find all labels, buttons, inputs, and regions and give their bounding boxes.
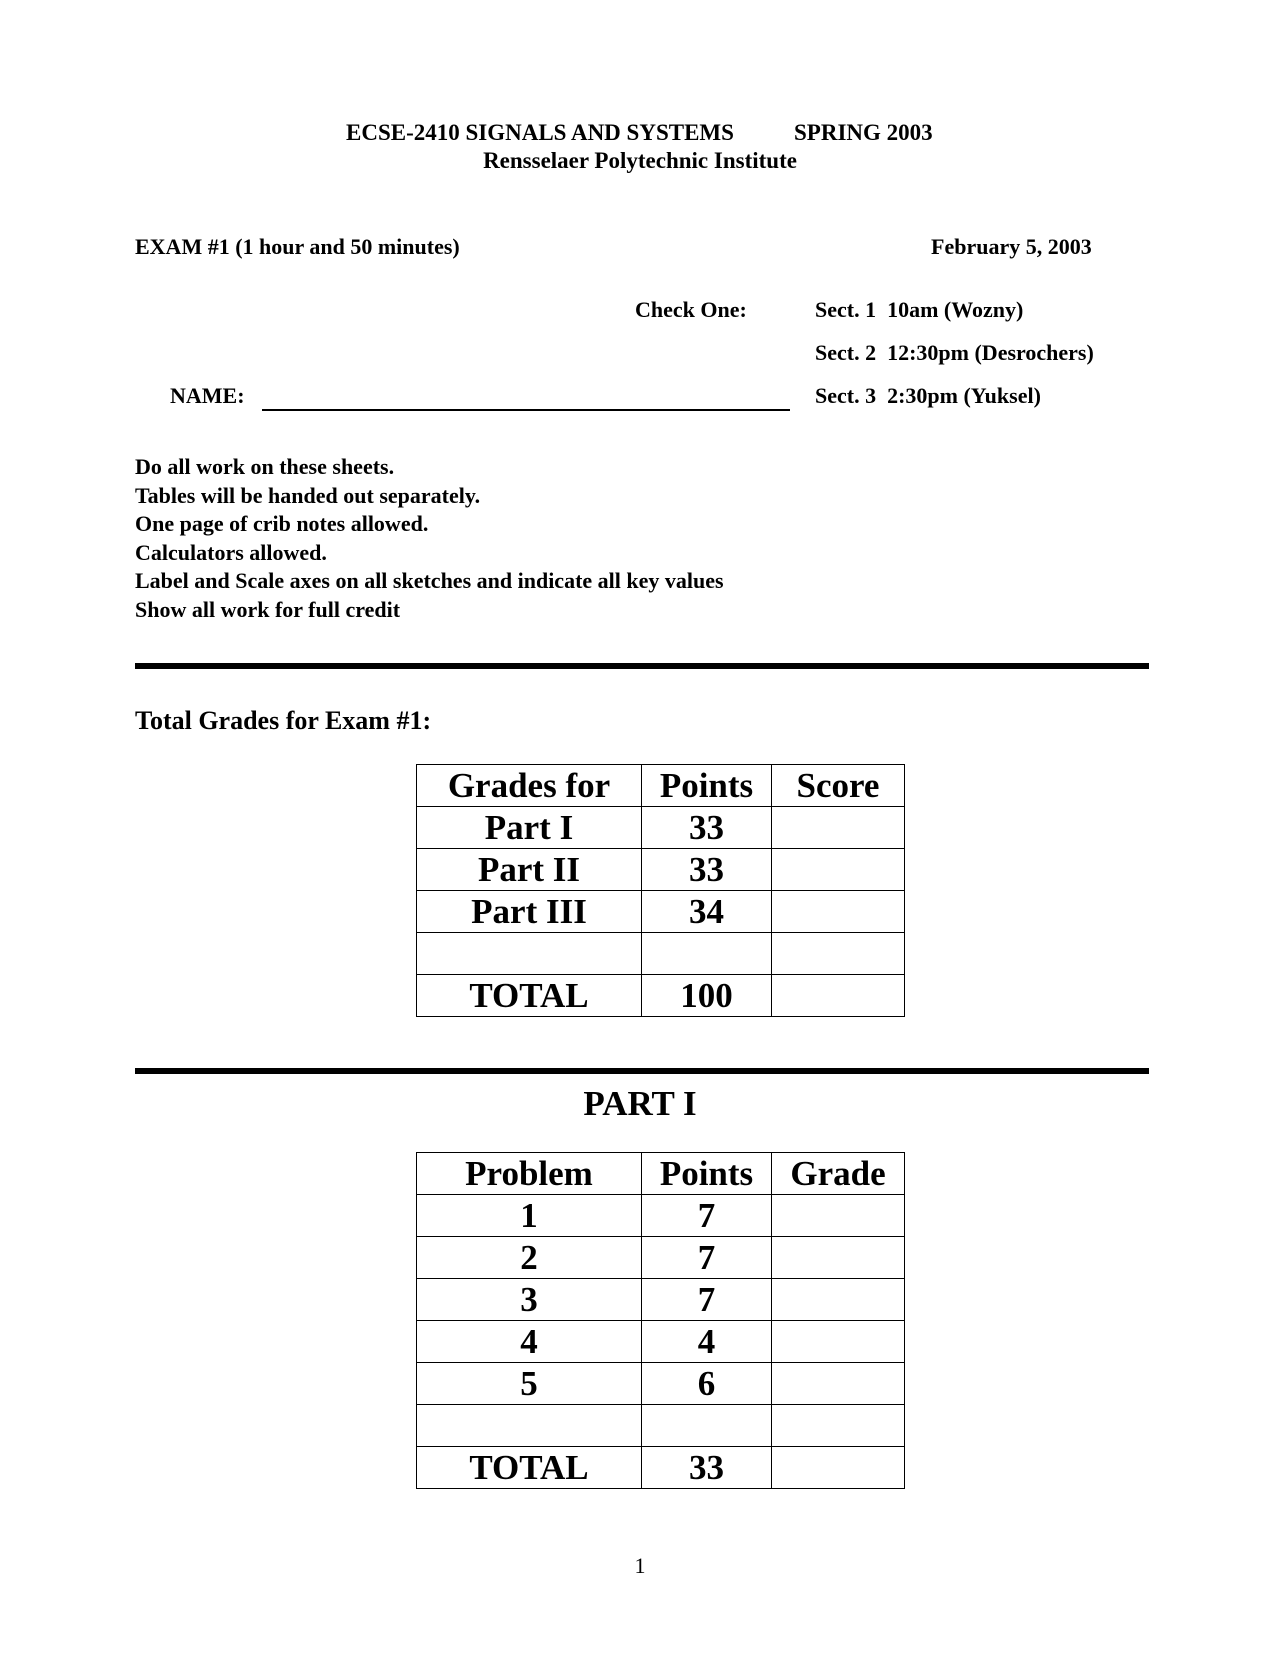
column-header: Grade bbox=[772, 1153, 905, 1195]
problem-cell: 2 bbox=[417, 1237, 642, 1279]
term: SPRING 2003 bbox=[794, 120, 933, 145]
column-header: Points bbox=[642, 765, 772, 807]
table-row bbox=[417, 1195, 905, 1237]
grade-cell[interactable] bbox=[772, 1447, 905, 1489]
points-cell: 7 bbox=[642, 1237, 772, 1279]
points-cell: 7 bbox=[642, 1195, 772, 1237]
instruction-line: Do all work on these sheets. bbox=[135, 454, 395, 479]
total-label-cell: TOTAL bbox=[417, 975, 642, 1017]
exam-date: February 5, 2003 bbox=[931, 234, 1092, 259]
points-cell bbox=[642, 1405, 772, 1447]
points-cell: 33 bbox=[642, 849, 772, 891]
total-label-cell: TOTAL bbox=[417, 1447, 642, 1489]
part-one-table bbox=[416, 1152, 905, 1489]
table-row bbox=[417, 807, 905, 849]
points-cell bbox=[642, 933, 772, 975]
grade-cell[interactable] bbox=[772, 1405, 905, 1447]
score-cell[interactable] bbox=[772, 891, 905, 933]
grade-cell[interactable] bbox=[772, 1321, 905, 1363]
score-cell[interactable] bbox=[772, 849, 905, 891]
totals-table bbox=[416, 764, 905, 1017]
table-row bbox=[417, 1405, 905, 1447]
part-title: PART I bbox=[583, 1084, 697, 1123]
grade-cell[interactable] bbox=[772, 1363, 905, 1405]
points-cell: 7 bbox=[642, 1279, 772, 1321]
grade-cell[interactable] bbox=[772, 1237, 905, 1279]
column-header: Score bbox=[772, 765, 905, 807]
problem-cell: 4 bbox=[417, 1321, 642, 1363]
part-cell: Part II bbox=[417, 849, 642, 891]
table-row bbox=[417, 1447, 905, 1489]
problem-cell: 3 bbox=[417, 1279, 642, 1321]
instruction-line: Label and Scale axes on all sketches and indicate all key values bbox=[135, 568, 724, 594]
divider-rule bbox=[135, 663, 1149, 669]
table-header-row bbox=[417, 765, 905, 807]
problem-cell: 5 bbox=[417, 1363, 642, 1405]
score-cell[interactable] bbox=[772, 933, 905, 975]
table-row bbox=[417, 849, 905, 891]
score-cell[interactable] bbox=[772, 807, 905, 849]
grade-cell[interactable] bbox=[772, 1279, 905, 1321]
column-header: Problem bbox=[417, 1153, 642, 1195]
table-row bbox=[417, 933, 905, 975]
instruction-line: Tables will be handed out separately. bbox=[135, 482, 481, 508]
table-row bbox=[417, 1321, 905, 1363]
column-header: Points bbox=[642, 1153, 772, 1195]
points-cell: 33 bbox=[642, 1447, 772, 1489]
instruction-line: Calculators allowed. bbox=[135, 539, 327, 565]
table-row bbox=[417, 891, 905, 933]
instruction-line: Show all work for full credit bbox=[135, 596, 401, 622]
course-title: ECSE-2410 SIGNALS AND SYSTEMS bbox=[346, 120, 734, 145]
name-field-line[interactable] bbox=[262, 409, 790, 411]
problem-cell: 1 bbox=[417, 1195, 642, 1237]
part-cell: Part I bbox=[417, 807, 642, 849]
problem-cell bbox=[417, 1405, 642, 1447]
instructions-list bbox=[135, 453, 724, 625]
part-cell: Part III bbox=[417, 891, 642, 933]
name-label: NAME: bbox=[170, 383, 245, 408]
points-cell: 33 bbox=[642, 807, 772, 849]
section-option-3[interactable]: Sect. 3 2:30pm (Yuksel) bbox=[815, 383, 1041, 408]
score-cell[interactable] bbox=[772, 975, 905, 1017]
points-cell: 100 bbox=[642, 975, 772, 1017]
table-row bbox=[417, 975, 905, 1017]
table-row bbox=[417, 1237, 905, 1279]
table-row bbox=[417, 1363, 905, 1405]
check-one-label: Check One: bbox=[635, 297, 747, 322]
section-option-2[interactable]: Sect. 2 12:30pm (Desrochers) bbox=[815, 340, 1094, 365]
instruction-line: One page of crib notes allowed. bbox=[135, 511, 429, 537]
points-cell: 4 bbox=[642, 1321, 772, 1363]
page-number: 1 bbox=[634, 1553, 646, 1578]
points-cell: 6 bbox=[642, 1363, 772, 1405]
institution: Rensselaer Polytechnic Institute bbox=[483, 148, 797, 173]
exam-title: EXAM #1 (1 hour and 50 minutes) bbox=[135, 234, 460, 259]
grade-cell[interactable] bbox=[772, 1195, 905, 1237]
points-cell: 34 bbox=[642, 891, 772, 933]
column-header: Grades for bbox=[417, 765, 642, 807]
part-cell bbox=[417, 933, 642, 975]
divider-rule bbox=[135, 1068, 1149, 1074]
table-header-row bbox=[417, 1153, 905, 1195]
totals-heading: Total Grades for Exam #1: bbox=[135, 706, 432, 735]
section-option-1[interactable]: Sect. 1 10am (Wozny) bbox=[815, 297, 1024, 322]
table-row bbox=[417, 1279, 905, 1321]
